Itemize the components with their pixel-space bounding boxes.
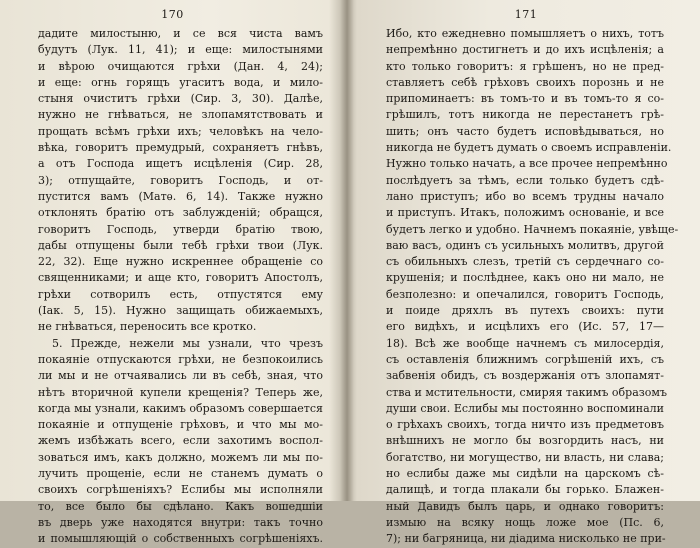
text-line: 5. Прежде, нежели мы узнали, что чрезъ <box>52 336 323 350</box>
text-line: то, все было бы сдѣлано. Какъ вошедшіи <box>38 499 323 513</box>
text-line: ставляетъ себѣ грѣховъ своихъ порознь и не <box>386 75 664 89</box>
text-line: пустится вамъ (Матѳ. 6, 14). Также нужно <box>38 189 323 203</box>
page-text-block <box>38 26 323 548</box>
text-line: лано приступъ; ибо во всемъ трудны начало <box>386 189 664 203</box>
text-line: забвенія обидъ, съ воздержанія отъ злопамят- <box>386 369 664 383</box>
text-line: богатство, ни могущество, ни власть, ни слава; <box>386 450 664 464</box>
page-text-block <box>386 26 679 548</box>
text-line: жемъ избѣжать всего, если захотимъ воспол- <box>38 434 323 448</box>
text-line: ваю васъ, одинъ съ усильныхъ молитвъ, другой <box>386 238 664 252</box>
text-line: 7); ни багряница, ни діадима нисколько не при- <box>386 532 666 546</box>
text-line: безполезно: и опечалился, говоритъ Господь, <box>386 287 664 301</box>
text-line: будутъ (Лук. 11, 41); и еще: милостынями <box>38 43 323 57</box>
text-line: и еще: огнь горящъ угаситъ вода, и мило- <box>38 75 323 89</box>
text-line: дабы отпущены были тебѣ грѣхи твои (Лук. <box>38 238 323 252</box>
left-page <box>0 0 345 546</box>
text-line: (Іак. 5, 15). Нужно защищать обижаемыхъ, <box>38 304 323 318</box>
text-line: Ибо, кто ежедневно помышляетъ о нихъ, тотъ <box>386 27 664 40</box>
text-line: а отъ Господа ищетъ исцѣленія (Сир. 28, <box>38 157 323 171</box>
text-line: Нужно только начать, а все прочее непремѣнно <box>386 157 668 171</box>
text-line: своихъ согрѣшеніяхъ? Еслибы мы исполняли <box>38 483 323 497</box>
text-line: далищѣ, и тогда плакали бы горько. Блажен- <box>386 483 664 497</box>
text-line: вѣка, говоритъ премудрый, сохраняетъ гнѣвъ, <box>38 141 323 155</box>
text-line: о грѣхахъ своихъ, тогда ничто изъ предметовъ <box>386 418 664 432</box>
text-line: никогда не будетъ думать о своемъ исправленіи. <box>386 141 672 155</box>
text-line: стыня очиститъ грѣхи (Сир. 3, 30). Далѣе, <box>38 92 323 106</box>
text-line: души свои. Еслибы мы постоянно воспоминали <box>386 401 664 415</box>
right-page <box>352 0 700 546</box>
text-line: и поиде дряхлъ въ путехъ своихъ: пути <box>386 304 664 318</box>
text-line: измыю на всяку нощь ложе мое (Пс. 6, <box>386 515 664 529</box>
text-line: покаяніе отпускаются грѣхи, не безпокоились <box>38 352 323 366</box>
text-line: лучить прощеніе, если не станемъ думать о <box>38 467 323 481</box>
text-line: будетъ легко и удобно. Начнемъ покаяніе, увѣще- <box>386 222 679 236</box>
text-line: и помышляющій о собственныхъ согрѣшеніяхъ. <box>38 532 323 546</box>
text-line: ли мы и не отчаявались ли въ себѣ, зная, что <box>38 369 323 383</box>
text-line: внѣшнихъ не могло бы возгордить насъ, ни <box>386 434 664 448</box>
text-line: говоритъ Господь, утверди братію твою, <box>38 222 323 236</box>
text-line: когда мы узнали, какимъ образомъ совершается <box>38 401 323 415</box>
text-line: съ обильныхъ слезъ, третій съ сердечнаго со- <box>386 255 664 269</box>
text-line: нужно не гнѣваться, не злопамятствовать и <box>38 108 323 122</box>
text-line: въ дверь уже находятся внутри: такъ точно <box>38 515 323 529</box>
text-line: припоминаетъ: въ томъ-то и въ томъ-то я со- <box>386 92 664 106</box>
text-line: послѣдуетъ за тѣмъ, если только будетъ сдѣ- <box>386 173 664 187</box>
text-line: дадите милостыню, и се вся чиста вамъ <box>38 27 323 40</box>
text-line: прощать всѣмъ грѣхи ихъ; человѣкъ на чело- <box>38 124 323 138</box>
text-line: его видѣхъ, и исцѣлихъ его (Ис. 57, 17— <box>386 320 664 334</box>
text-line: грѣхи сотворилъ есть, отпустятся ему <box>38 287 323 301</box>
text-line: не гнѣваться, переносить все кротко. <box>38 320 257 334</box>
text-line: священниками; и аще кто, говоритъ Апостолъ, <box>38 271 323 285</box>
text-line: съ оставленія ближнимъ согрѣшеній ихъ, съ <box>386 352 664 366</box>
text-line: грѣшилъ, тотъ никогда не перестанетъ грѣ- <box>386 108 664 122</box>
text-line: непремѣнно достигнетъ и до ихъ исцѣленія; а <box>386 43 664 57</box>
text-line: 18). Всѣ же вообще начнемъ съ милосердія, <box>386 336 664 350</box>
text-line: ный Давидъ былъ царь, и однако говоритъ: <box>386 499 664 513</box>
text-line: 3); отпущайте, говоритъ Господь, и от- <box>38 173 323 187</box>
text-line: покаяніе и отпущеніе грѣховъ, и что мы мо- <box>38 418 323 432</box>
text-line: и вѣрою очищаются грѣхи (Дан. 4, 24); <box>38 59 323 73</box>
text-line: шить; онъ часто будетъ исповѣдываться, но <box>386 124 664 138</box>
text-line: нѣтъ вторичной купели крещенія? Теперь же, <box>38 385 323 399</box>
text-line: отклонять братію отъ заблужденій; обращся, <box>38 206 323 220</box>
text-line: и приступъ. Итакъ, положимъ основаніе, и все <box>386 206 664 220</box>
page-number: 171 <box>514 8 538 21</box>
text-line: зоваться имъ, какъ должно, можемъ ли мы по- <box>38 450 323 464</box>
page-number: 170 <box>161 8 184 21</box>
text-line: кто только говоритъ: я грѣшенъ, но не пред- <box>386 59 664 73</box>
text-line: крушенія; и послѣднее, какъ оно ни мало, не <box>386 271 664 285</box>
text-line: 22, 32). Еще нужно искреннее обращеніе со <box>38 255 323 269</box>
text-line: но еслибы даже мы сидѣли на царскомъ сѣ- <box>386 467 664 481</box>
text-line: ства и мстительности, смиряя такимъ образомъ <box>386 385 667 399</box>
